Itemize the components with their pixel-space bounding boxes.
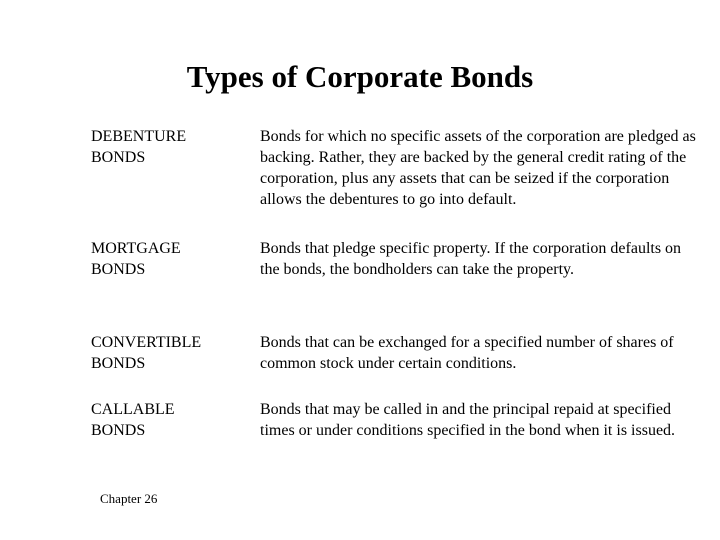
- bond-term-line1: DEBENTURE: [91, 128, 187, 145]
- bond-term: [91, 399, 256, 441]
- bond-term-line2: BONDS: [91, 422, 146, 439]
- bond-term-line2: BONDS: [91, 261, 146, 278]
- bond-definition: Bonds that may be called in and the principal repaid at specified times or under conditions specified in the bond when it is issued.: [260, 401, 676, 439]
- bond-term-line1: CONVERTIBLE: [91, 334, 202, 351]
- bond-term-line2: BONDS: [91, 355, 146, 372]
- bond-term-line2: BONDS: [91, 149, 146, 166]
- bond-definition: Bonds for which no specific assets of the corporation are pledged as backing. Rather, they are backed by the general credit rating of the corporation, plus any assets that can be seized if the corporation allows the debentures to go into default.: [260, 128, 696, 208]
- bond-definition: Bonds that pledge specific property. If the corporation defaults on the bonds, the bondholders can take the property.: [260, 240, 682, 278]
- bond-term-line1: MORTGAGE: [91, 240, 181, 257]
- bond-term: [91, 126, 256, 168]
- bond-term-line1: CALLABLE: [91, 401, 175, 418]
- bond-definition: Bonds that can be exchanged for a specified number of shares of common stock under certain conditions.: [260, 334, 674, 372]
- bond-term: [91, 332, 256, 374]
- slide-footer: Chapter 26: [100, 491, 158, 506]
- slide-title: Types of Corporate Bonds: [186, 59, 534, 94]
- bond-term: [91, 238, 256, 280]
